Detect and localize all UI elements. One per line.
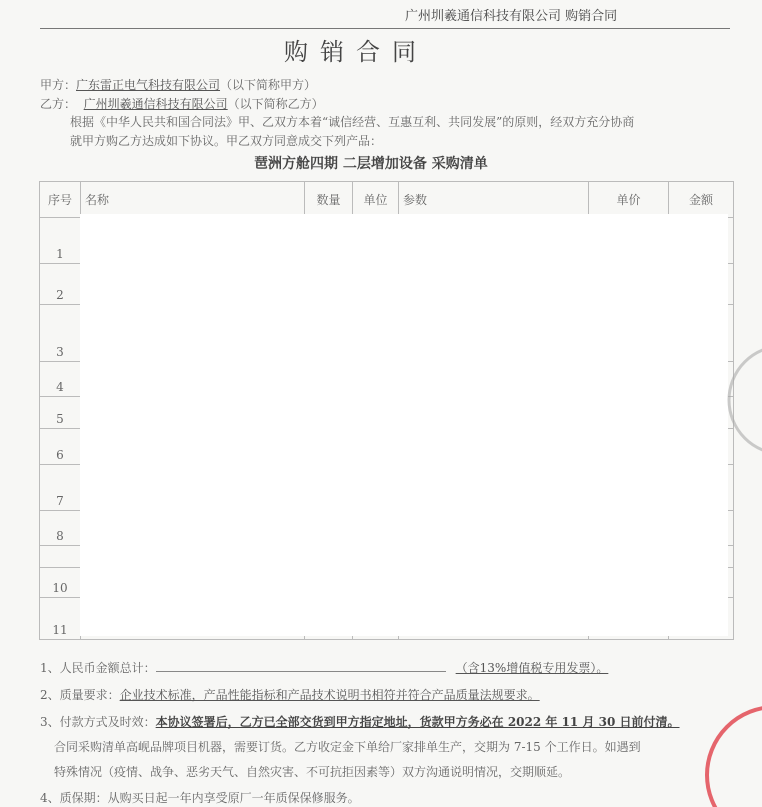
term-1-label: 1、人民币金额总计： [40, 661, 156, 675]
header-divider [40, 28, 730, 29]
col-index: 序号 [40, 182, 81, 218]
row-index: 3 [40, 305, 81, 362]
list-title: 琶洲方舱四期 二层增加设备 采购清单 [254, 156, 488, 172]
term-3-label: 3、付款方式及时效： [40, 715, 156, 729]
party-b [40, 97, 324, 111]
col-name: 名称 [81, 182, 305, 218]
page-header: 广州圳羲通信科技有限公司 购销合同 [405, 9, 618, 24]
row-index: 6 [40, 429, 81, 465]
row-index: 2 [40, 264, 81, 305]
intro-line-1: 根据《中华人民共和国合同法》甲、乙双方本着“诚信经营、互惠互利、共同发展”的原则，经双方充分协商 [70, 115, 635, 129]
party-b-name: 广州圳羲通信科技有限公司 [83, 97, 228, 111]
col-price: 单价 [589, 182, 669, 218]
col-qty: 数量 [305, 182, 353, 218]
row-index: 8 [40, 511, 81, 546]
row-index: 5 [40, 397, 81, 429]
party-a-note: （以下简称甲方） [220, 78, 317, 92]
document-title: 购销合同 [284, 38, 428, 66]
row-index: 4 [40, 362, 81, 397]
row-index [40, 546, 81, 568]
term-1-note: （含13%增值税专用发票）。 [455, 661, 609, 675]
col-params: 参数 [399, 182, 589, 218]
col-unit: 单位 [353, 182, 399, 218]
term-3-text: 本协议签署后，乙方已全部交货到甲方指定地址，货款甲方务必在 2022 年 11 月 30 日前付清。 [155, 715, 680, 729]
faded-seal [726, 343, 762, 457]
intro-line-2: 就甲方购乙方达成如下协议。甲乙双方同意成交下列产品： [70, 134, 383, 148]
party-a [40, 78, 316, 92]
company-seal [703, 703, 762, 807]
term-2-label: 2、质量要求： [40, 688, 120, 702]
party-a-label: 甲方： [40, 78, 77, 92]
party-b-label: 乙方： [40, 97, 77, 111]
row-index: 11 [40, 598, 81, 640]
term-2-text: 企业技术标准，产品性能指标和产品技术说明书相符并符合产品质量法规要求。 [119, 688, 540, 702]
row-index: 10 [40, 568, 81, 598]
term-3-para-1: 合同采购清单高岘品牌项目机器，需要订货。乙方收定金下单给厂家排单生产，交期为 7-15 个工作日。如遇到 [54, 740, 641, 754]
term-3-para-2: 特殊情况（疫情、战争、恶劣天气、自然灾害、不可抗拒因素等）双方沟通说明情况，交期顺延。 [54, 765, 571, 779]
row-index: 7 [40, 465, 81, 511]
col-amount: 金额 [669, 182, 734, 218]
party-a-name: 广东雷正电气科技有限公司 [76, 78, 221, 92]
term-1 [40, 661, 608, 675]
term-4: 4、质保期：从购买日起一年内享受原厂一年质保保修服务。 [40, 791, 360, 805]
party-b-note: （以下简称乙方） [227, 97, 324, 111]
term-3 [40, 715, 680, 729]
term-2 [40, 688, 540, 702]
row-index: 1 [40, 218, 81, 264]
table-header [40, 182, 734, 218]
redacted-area [80, 214, 728, 636]
